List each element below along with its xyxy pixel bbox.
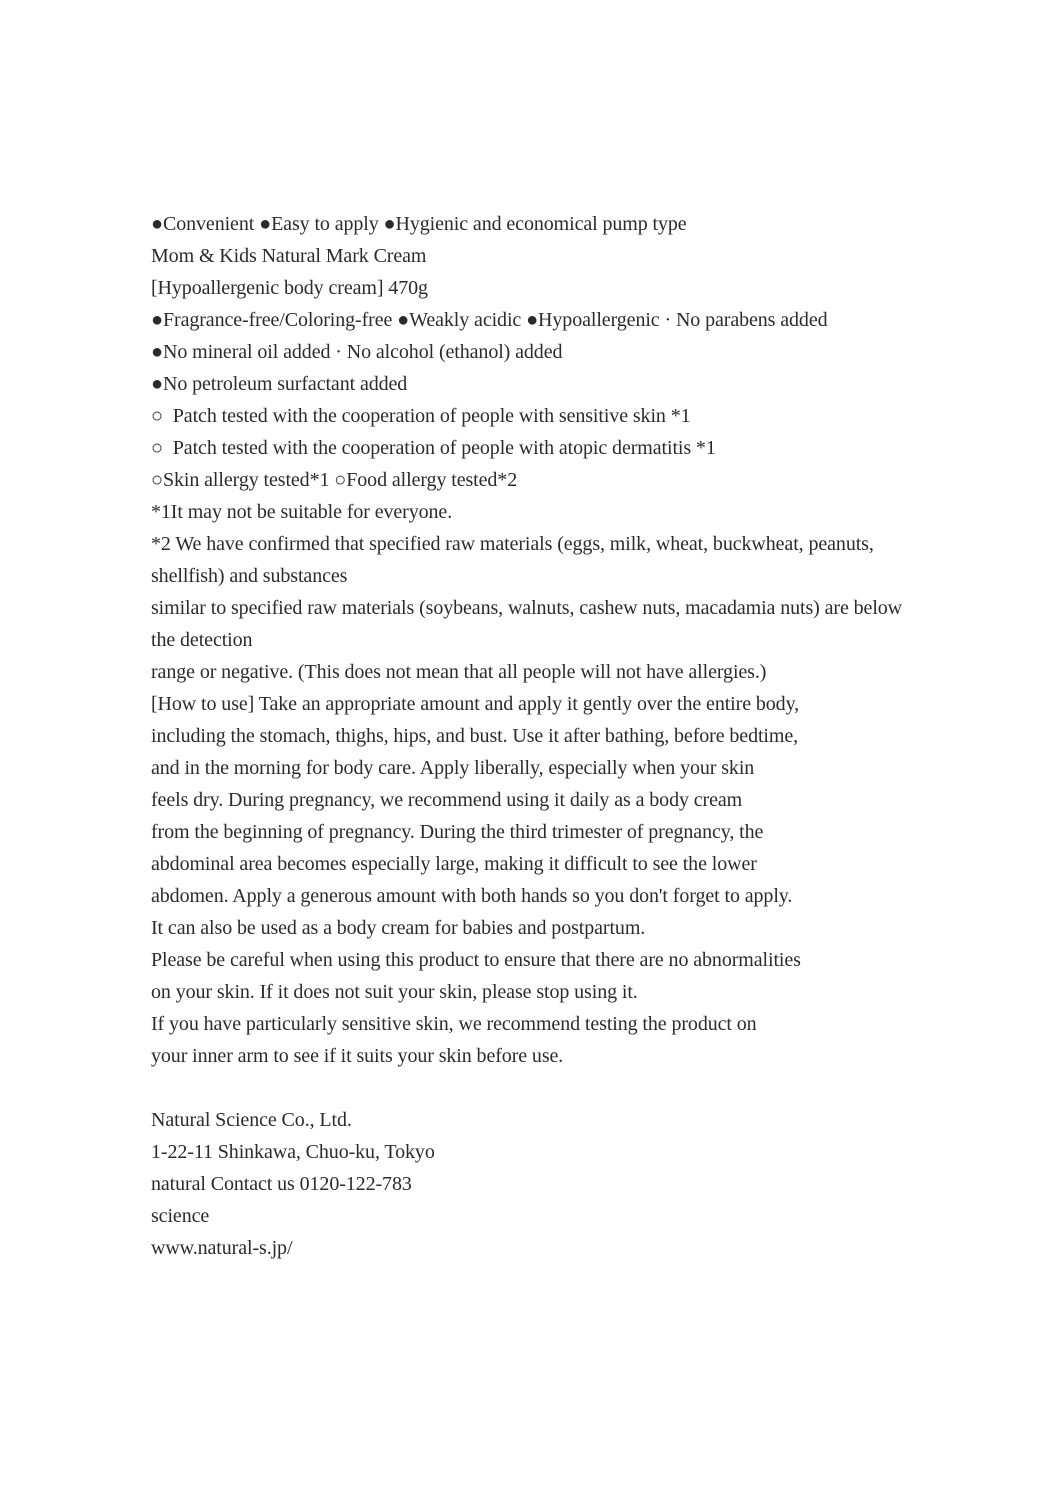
text-line: including the stomach, thighs, hips, and bust. Use it after bathing, before bedtime, bbox=[151, 725, 799, 747]
company-name: Natural Science Co., Ltd. bbox=[151, 1109, 352, 1131]
text-line: ●Convenient ●Easy to apply ●Hygienic and economical pump type bbox=[151, 213, 687, 235]
text-line: and in the morning for body care. Apply liberally, especially when your skin bbox=[151, 757, 755, 779]
text-line: [How to use] Take an appropriate amount and apply it gently over the entire body, bbox=[151, 693, 800, 715]
text-line: If you have particularly sensitive skin, we recommend testing the product on bbox=[151, 1013, 757, 1035]
text-line: ●No mineral oil added · No alcohol (ethanol) added bbox=[151, 341, 563, 363]
text-line: ○ Patch tested with the cooperation of people with atopic dermatitis *1 bbox=[151, 437, 716, 459]
text-line: the detection bbox=[151, 629, 253, 651]
text-line: ●Fragrance-free/Coloring-free ●Weakly acidic ●Hypoallergenic · No parabens added bbox=[151, 309, 828, 331]
text-line: ●No petroleum surfactant added bbox=[151, 373, 408, 395]
text-line: Mom & Kids Natural Mark Cream bbox=[151, 245, 427, 267]
text-line: ○Skin allergy tested*1 ○Food allergy tested*2 bbox=[151, 469, 518, 491]
text-line: abdomen. Apply a generous amount with both hands so you don't forget to apply. bbox=[151, 885, 793, 907]
text-line: It can also be used as a body cream for babies and postpartum. bbox=[151, 917, 646, 939]
text-line: from the beginning of pregnancy. During the third trimester of pregnancy, the bbox=[151, 821, 764, 843]
text-line: Please be careful when using this product to ensure that there are no abnormalities bbox=[151, 949, 801, 971]
text-line: your inner arm to see if it suits your skin before use. bbox=[151, 1045, 564, 1067]
text-line: on your skin. If it does not suit your skin, please stop using it. bbox=[151, 981, 638, 1003]
blank-line bbox=[151, 1072, 921, 1104]
company-address: 1-22-11 Shinkawa, Chuo-ku, Tokyo bbox=[151, 1141, 435, 1163]
company-website: www.natural-s.jp/ bbox=[151, 1237, 293, 1259]
text-line: *2 We have confirmed that specified raw materials (eggs, milk, wheat, buckwheat, peanuts, bbox=[151, 533, 874, 555]
product-description-block bbox=[151, 208, 921, 1072]
text-line: range or negative. (This does not mean that all people will not have allergies.) bbox=[151, 661, 767, 683]
text-line: feels dry. During pregnancy, we recommend using it daily as a body cream bbox=[151, 789, 743, 811]
company-info-block bbox=[151, 1104, 921, 1264]
company-contact: natural Contact us 0120-122-783 bbox=[151, 1173, 412, 1195]
text-line: abdominal area becomes especially large, making it difficult to see the lower bbox=[151, 853, 757, 875]
text-line: [Hypoallergenic body cream] 470g bbox=[151, 277, 428, 299]
text-line: similar to specified raw materials (soybeans, walnuts, cashew nuts, macadamia nuts) are below bbox=[151, 597, 903, 619]
text-line: shellfish) and substances bbox=[151, 565, 348, 587]
text-line: ○ Patch tested with the cooperation of people with sensitive skin *1 bbox=[151, 405, 691, 427]
text-line: *1It may not be suitable for everyone. bbox=[151, 501, 453, 523]
company-name-part: science bbox=[151, 1205, 210, 1227]
